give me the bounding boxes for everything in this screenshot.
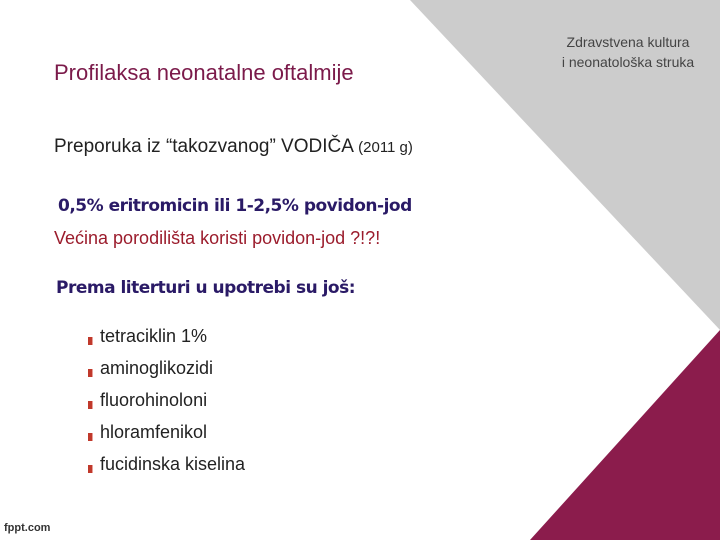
brand-line-1: Zdravstvena kultura bbox=[566, 34, 690, 50]
recommendation-year: (2011 g) bbox=[358, 139, 413, 156]
burgundy-panel bbox=[530, 330, 720, 540]
list-item-label: hloramfenikol bbox=[100, 422, 208, 442]
bullet-icon bbox=[88, 369, 93, 377]
brand-label bbox=[540, 32, 716, 72]
literature-heading: Prema literturi u upotrebi su još: bbox=[56, 278, 356, 298]
dosage-line: 0,5% eritromicin ili 1-2,5% povidon-jod bbox=[58, 196, 412, 216]
bullet-icon bbox=[88, 433, 93, 441]
list-item bbox=[88, 416, 245, 448]
list-item bbox=[88, 352, 245, 384]
list-item bbox=[88, 448, 245, 480]
list-item-label: aminoglikozidi bbox=[100, 358, 214, 378]
majority-note: Većina porodilišta koristi povidon-jod ?!?! bbox=[54, 228, 381, 248]
list-item bbox=[88, 320, 245, 352]
slide-title: Profilaksa neonatalne oftalmije bbox=[54, 60, 354, 85]
list-item-label: fluorohinoloni bbox=[100, 390, 208, 410]
antibiotics-list bbox=[88, 320, 245, 480]
brand-line-2: i neonatološka struka bbox=[561, 54, 695, 70]
list-item bbox=[88, 384, 245, 416]
recommendation-line bbox=[54, 136, 413, 158]
list-item-label: fucidinska kiselina bbox=[100, 454, 246, 474]
bullet-icon bbox=[88, 337, 93, 345]
recommendation-text: Preporuka iz “takozvanog” VODIČA bbox=[54, 136, 353, 157]
footer-watermark: fppt.com bbox=[4, 522, 51, 534]
bullet-icon bbox=[88, 465, 93, 473]
list-item-label: tetraciklin 1% bbox=[100, 326, 208, 346]
bullet-icon bbox=[88, 401, 93, 409]
